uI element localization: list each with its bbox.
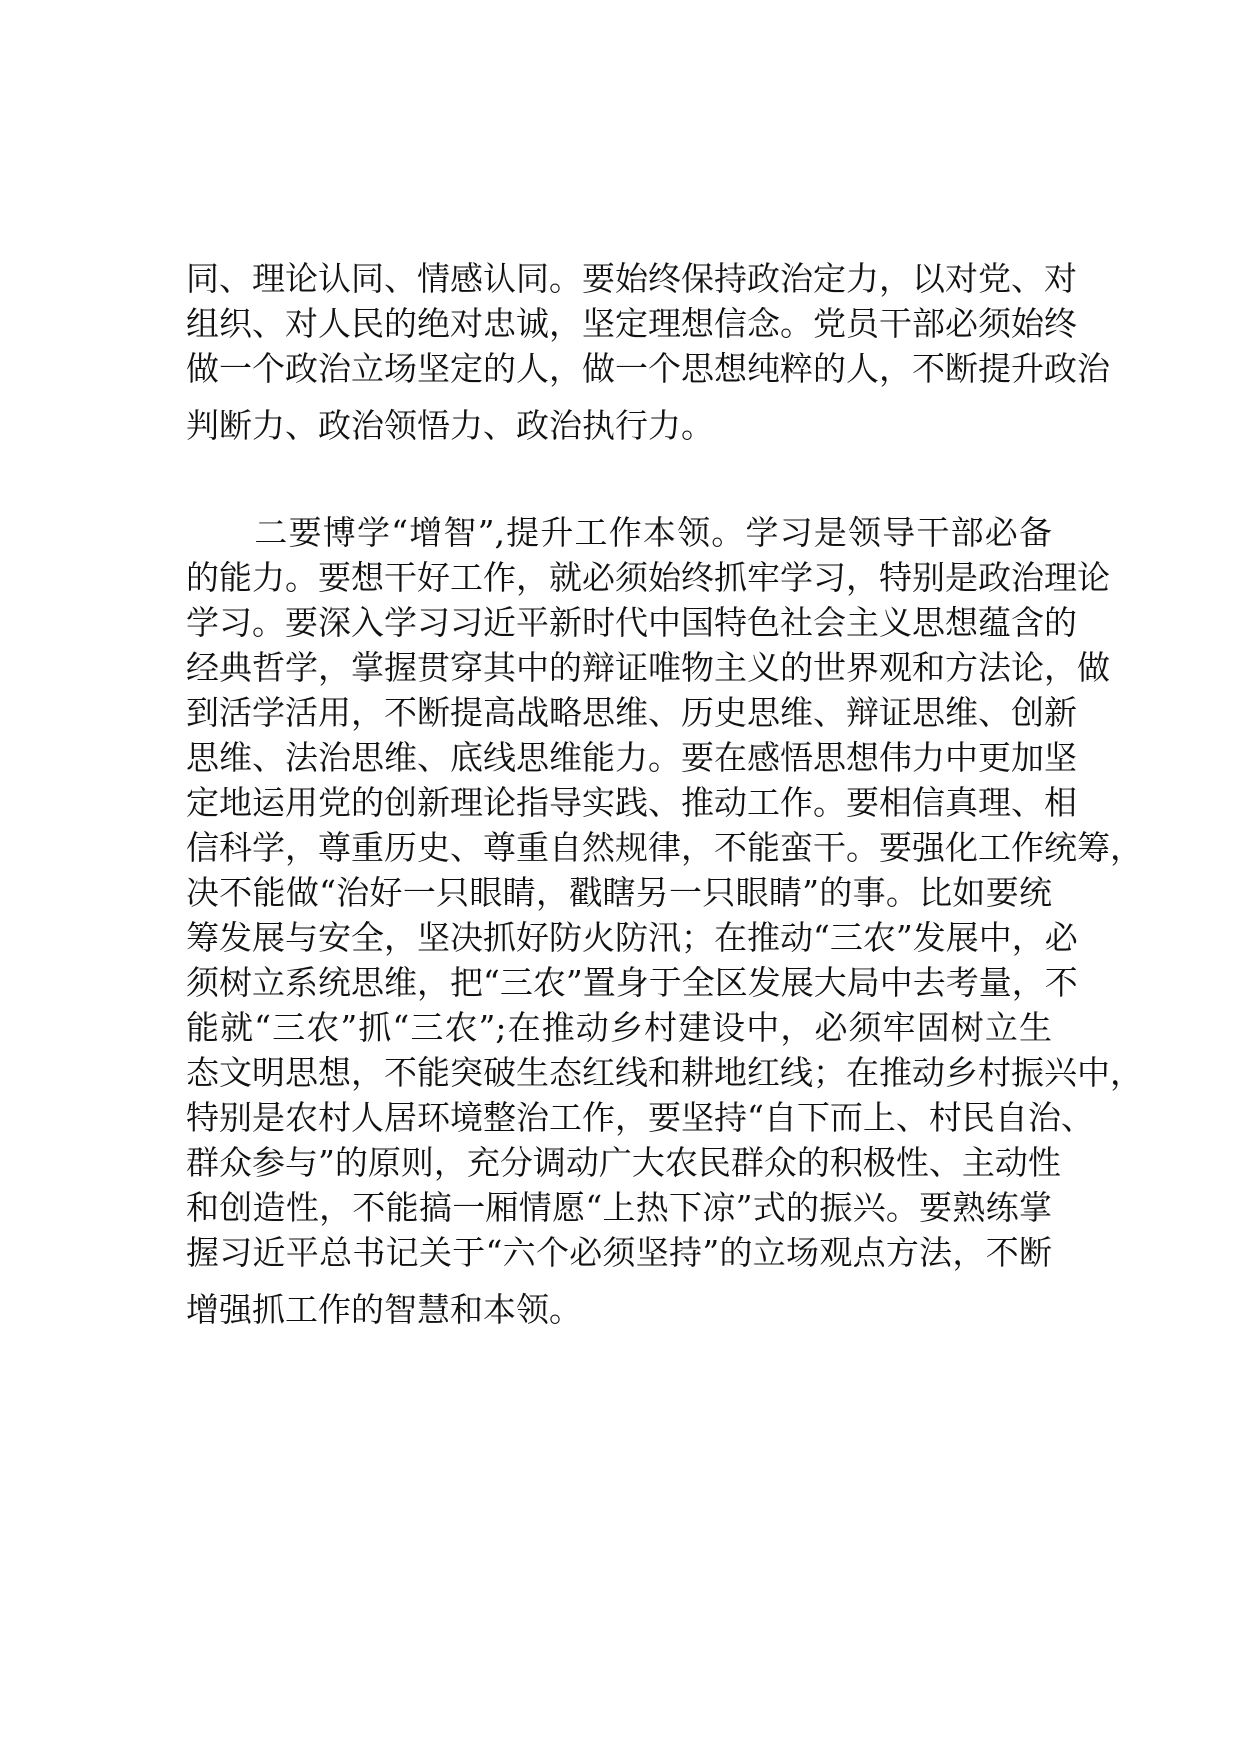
paragraph-line: 做一个政治立场坚定的人，做一个思想纯粹的人，不断提升政治 — [186, 349, 1110, 388]
paragraph-line: 握习近平总书记关于“六个必须坚持”的立场观点方法，不断 — [186, 1233, 1052, 1272]
paragraph-line: 到活学活用，不断提高战略思维、历史思维、辩证思维、创新 — [186, 693, 1077, 732]
paragraph-line: 同、理论认同、情感认同。要始终保持政治定力，以对党、对 — [186, 259, 1077, 298]
paragraph-line: 特别是农村人居环境整治工作，要坚持“自下而上、村民自治、 — [186, 1098, 1094, 1137]
paragraph-line: 和创造性，不能搞一厢情愿“上热下凉”式的振兴。要熟练掌 — [186, 1188, 1052, 1227]
paragraph-line: 筹发展与安全，坚决抓好防火防汛；在推动“三农”发展中，必 — [186, 918, 1078, 957]
paragraph-line: 态文明思想，不能突破生态红线和耕地红线；在推动乡村振兴中， — [186, 1053, 1143, 1092]
paragraph-2 — [186, 510, 1143, 1332]
paragraph-line: 判断力、政治领悟力、政治执行力。 — [186, 406, 714, 445]
paragraph-line: 群众参与”的原则，充分调动广大农民群众的积极性、主动性 — [186, 1143, 1061, 1182]
paragraph-line: 的能力。要想干好工作，就必须始终抓牢学习，特别是政治理论 — [186, 558, 1110, 597]
paragraph-line: 决不能做“治好一只眼睛，戳瞎另一只眼睛”的事。比如要统 — [186, 873, 1052, 912]
paragraph-line: 须树立系统思维，把“三农”置身于全区发展大局中去考量，不 — [186, 963, 1078, 1002]
paragraph-line: 定地运用党的创新理论指导实践、推动工作。要相信真理、相 — [186, 783, 1077, 822]
paragraph-1 — [186, 256, 1110, 448]
paragraph-line: 增强抓工作的智慧和本领。 — [186, 1290, 582, 1329]
paragraph-line: 能就“三农”抓“三农”;在推动乡村建设中，必须牢固树立生 — [186, 1008, 1052, 1047]
paragraph-line: 经典哲学，掌握贯穿其中的辩证唯物主义的世界观和方法论，做 — [186, 648, 1110, 687]
paragraph-line: 二要博学“增智”,提升工作本领。学习是领导干部必备 — [186, 513, 1052, 552]
paragraph-line: 学习。要深入学习习近平新时代中国特色社会主义思想蕴含的 — [186, 603, 1077, 642]
paragraph-line: 思维、法治思维、底线思维能力。要在感悟思想伟力中更加坚 — [186, 738, 1077, 777]
paragraph-line: 信科学，尊重历史、尊重自然规律，不能蛮干。要强化工作统筹， — [186, 828, 1143, 867]
paragraph-line: 组织、对人民的绝对忠诚，坚定理想信念。党员干部必须始终 — [186, 304, 1077, 343]
